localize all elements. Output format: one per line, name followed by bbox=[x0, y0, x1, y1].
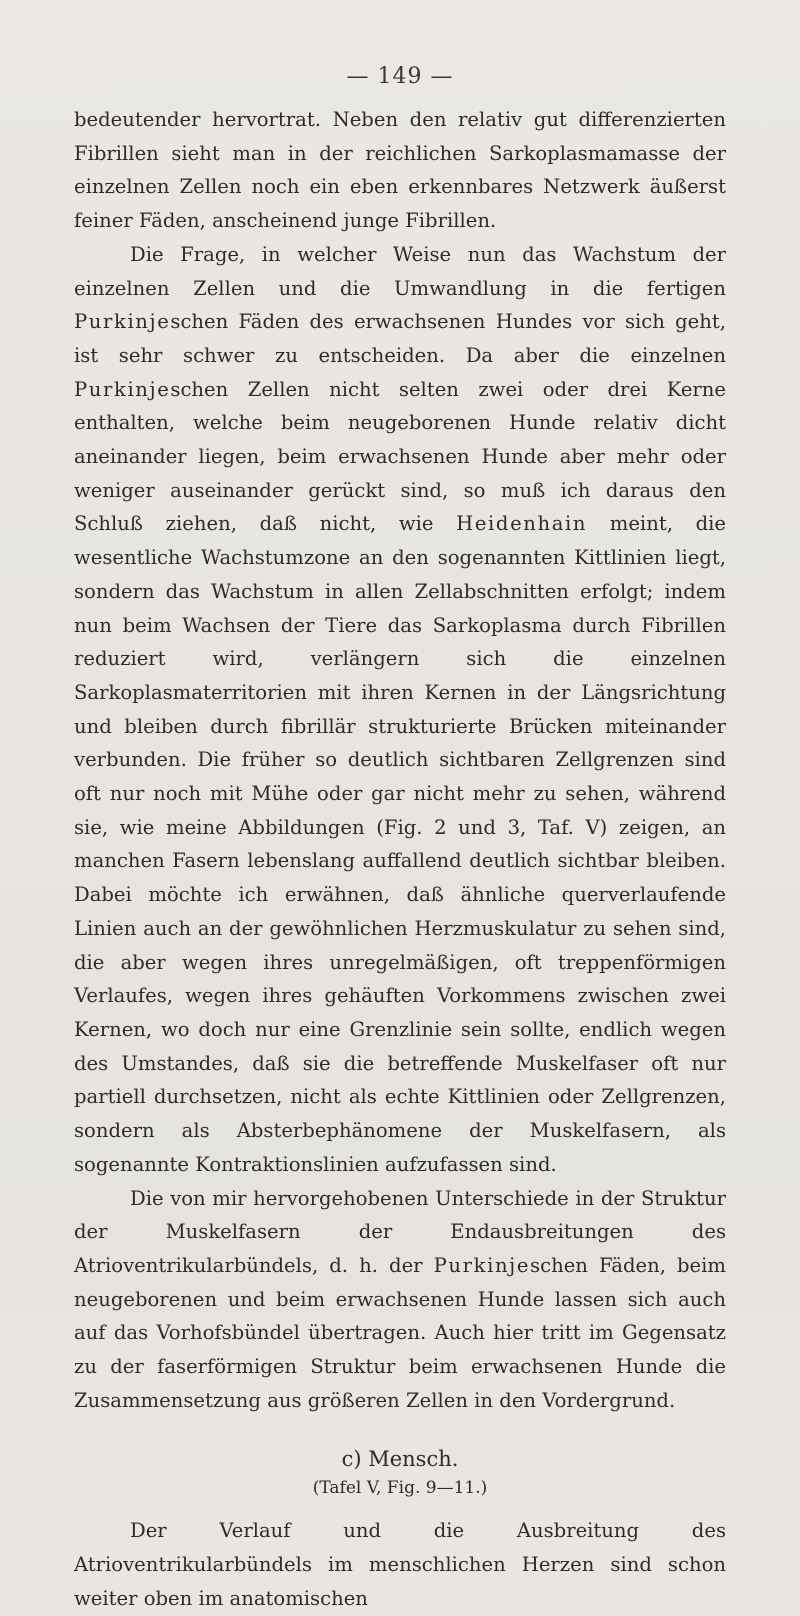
spaced-name: Purkinje bbox=[433, 1253, 531, 1277]
section-heading: c) Mensch. bbox=[341, 1447, 459, 1472]
paragraph bbox=[74, 103, 726, 238]
text-run: bedeutender hervortrat. Neben den relativ gut differenzierten Fibrillen sieht man in der reichlichen Sarkoplasmamasse der einzelnen Zellen noch ein eben erkennbares Netzwerk äußerst feiner Fäden, anscheinend junge Fibrillen. bbox=[74, 108, 726, 233]
paragraph bbox=[74, 238, 726, 1182]
paragraph bbox=[74, 1182, 726, 1418]
body-text bbox=[74, 103, 726, 1616]
spaced-name: Purkinje bbox=[74, 377, 171, 401]
paragraph-group bbox=[74, 103, 726, 1417]
text-run: schen Zellen nicht selten zwei oder drei Kerne enthalten, welche beim neugeborenen Hunde relativ dicht aneinander liegen, beim erwachsenen Hunde aber mehr oder weniger auseinander gerückt sind, so muß ich daraus den Schluß ziehen, daß nicht, wie bbox=[74, 377, 726, 536]
text-run: schen Fäden, beim neugeborenen und beim erwachsenen Hunde lassen sich auch auf das Vorhofsbündel übertragen. Auch hier tritt im Gegensatz zu der faserförmigen Struktur beim erwachsenen Hunde die Zusammensetzung aus größeren Zellen in den Vordergrund. bbox=[74, 1253, 726, 1412]
section-subheading: (Tafel V, Fig. 9—11.) bbox=[312, 1478, 488, 1499]
paragraph bbox=[74, 1514, 726, 1615]
text-run: meint, die wesentliche Wachstumzone an den sogenannten Kittlinien liegt, sondern das Wachstum in allen Zellabschnitten erfolgt; indem nun beim Wachsen der Tiere das Sarkoplasma durch Fibrillen reduziert wird, verlängern sich die einzelnen Sarkoplasmaterritorien mit ihren Kernen in der Längsrichtung und bleiben durch fibrillär strukturierte Brücken miteinander verbunden. Die früher so deutlich sichtbaren Zellgrenzen sind oft nur noch mit Mühe oder gar nicht mehr zu sehen, während sie, wie meine Abbildungen (Fig. 2 und 3, Taf. V) zeigen, an manchen Fasern lebenslang auffallend deutlich sichtbar bleiben. Dabei möchte ich erwähnen, daß ähnliche querverlaufende Linien auch an der gewöhnlichen Herzmuskulatur zu sehen sind, die aber wegen ihres unregelmäßigen, oft treppenförmigen Verlaufes, wegen ihres gehäuften Vorkommens zwischen zwei Kernen, wo doch nur eine Grenzlinie sein sollte, endlich wegen des Umstandes, daß sie die betreffende Muskelfaser oft nur partiell durchsetzen, nicht als echte Kittlinien oder Zellgrenzen, sondern als Absterbephänomene der Muskelfasern, als sogenannte Kontraktionslinien aufzufassen sind. bbox=[74, 512, 727, 1176]
spaced-name: Purkinje bbox=[74, 310, 171, 334]
text-run: Die von mir hervorgehobenen Unterschiede in der Struktur der Muskelfasern der Endausbreitungen des Atrioventrikularbündels, d. h. der bbox=[74, 1186, 726, 1277]
page-number: — 149 — bbox=[346, 64, 454, 89]
text-run: schen Fäden des erwachsenen Hundes vor sich geht, ist sehr schwer zu entscheiden. Da aber die einzelnen bbox=[74, 310, 726, 367]
final-paragraph-group bbox=[74, 1514, 726, 1615]
text-run: Der Verlauf und die Ausbreitung des Atrioventrikularbündels im menschlichen Herzen sind schon weiter oben im anatomischen bbox=[74, 1519, 726, 1610]
spaced-name: Heidenhain bbox=[456, 512, 588, 536]
text-run: Die Frage, in welcher Weise nun das Wachstum der einzelnen Zellen und die Umwandlung in die fertigen bbox=[74, 242, 726, 300]
